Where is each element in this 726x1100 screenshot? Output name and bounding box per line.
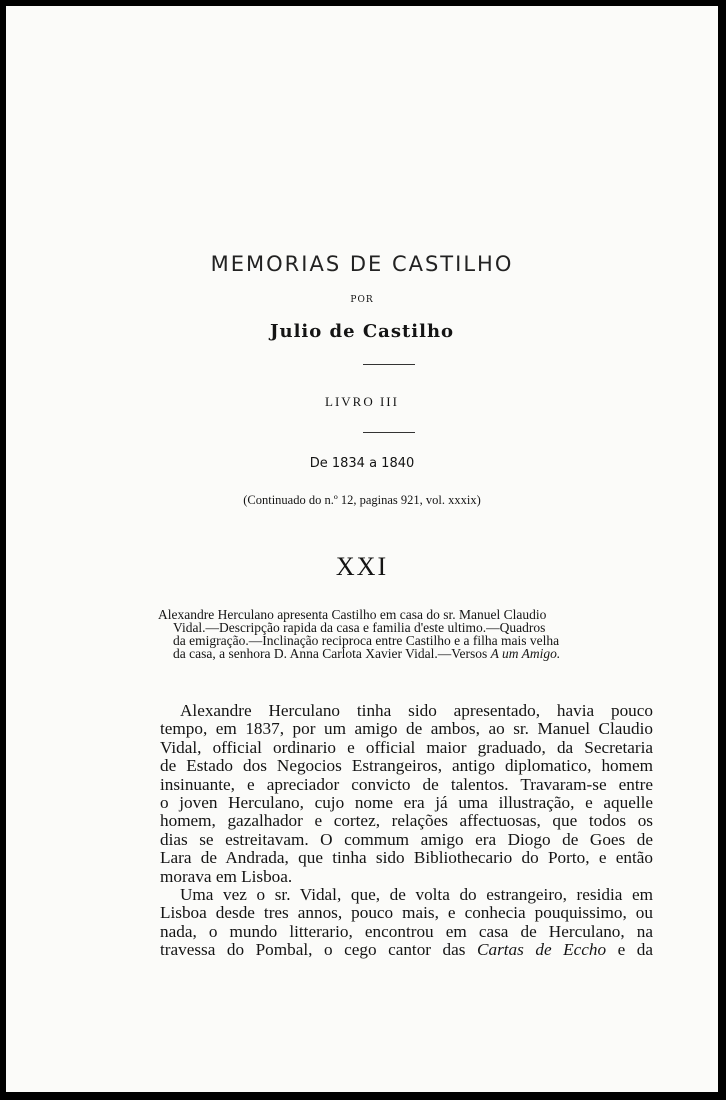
summary-line: Alexandre Herculano apresenta Castilho em casa do sr. Manuel Claudio: [158, 607, 547, 622]
paragraph-line: Lara de Andrada, que tinha sido Bibliothecario do Porto, e então: [160, 848, 653, 868]
chapter-summary: [158, 608, 652, 660]
period-years: De 1834 a 1840: [309, 456, 415, 471]
document-title: MEMORIAS DE CASTILHO: [210, 252, 514, 276]
paragraph-line: homem, gazalhador e cortez, relações affectuosas, que todos os: [160, 811, 653, 831]
summary-line: Vidal.—Descripção rapida da casa e familia d'este ultimo.—Quadros: [173, 620, 546, 635]
summary-line-text: da casa, a senhora D. Anna Carlota Xavier Vidal.—Versos: [173, 646, 491, 661]
paragraph-line: Alexandre Herculano tinha sido apresentado, havia pouco: [180, 701, 653, 720]
author-name: Julio de Castilho: [269, 321, 455, 342]
paragraph-line: Vidal, official ordinario e official maior graduado, da Secretaria: [160, 737, 653, 757]
paragraph-line: dias se estreitavam. O commum amigo era Diogo de Goes de: [160, 829, 653, 849]
summary-italic-title: A um Amigo.: [490, 646, 561, 661]
byline-por: POR: [350, 295, 374, 305]
summary-line: [158, 647, 652, 660]
paragraph-line-text: travessa do Pombal, o cego cantor das: [160, 940, 478, 960]
paragraph-line: nada, o mundo litterario, encontrou em casa de Herculano, na: [160, 921, 653, 941]
document-page: [6, 6, 718, 1092]
paragraph-line: morava em Lisboa.: [160, 866, 293, 886]
chapter-number: XXI: [335, 552, 389, 581]
body-text: [160, 702, 653, 960]
paragraph-line: insinuante, e apreciador convicto de talentos. Travaram-se entre: [160, 774, 653, 794]
paragraph-line-tail: e da: [606, 940, 653, 960]
paragraph-line: [160, 941, 653, 959]
continuation-note: (Continuado do n.º 12, paginas 921, vol. xxxix): [243, 493, 481, 507]
paragraph-line: o joven Herculano, cujo nome era já uma illustração, e aquelle: [160, 793, 653, 813]
summary-line: da emigração.—Inclinação reciproca entre Castilho e a filha mais velha: [173, 633, 560, 648]
divider-rule: [363, 364, 415, 365]
paragraph-line: Lisboa desde tres annos, pouco mais, e conhecia pouquissimo, ou: [160, 903, 653, 923]
italic-title: Cartas de Eccho: [477, 940, 607, 960]
paragraph-line: de Estado dos Negocios Estrangeiros, antigo diplomatico, homem: [160, 756, 653, 776]
paragraph-line: tempo, em 1837, por um amigo de ambos, ao sr. Manuel Claudio: [160, 719, 653, 739]
book-number: LIVRO III: [325, 394, 399, 409]
paragraph-line: Uma vez o sr. Vidal, que, de volta do estrangeiro, residia em: [180, 885, 653, 905]
divider-rule: [363, 432, 415, 433]
